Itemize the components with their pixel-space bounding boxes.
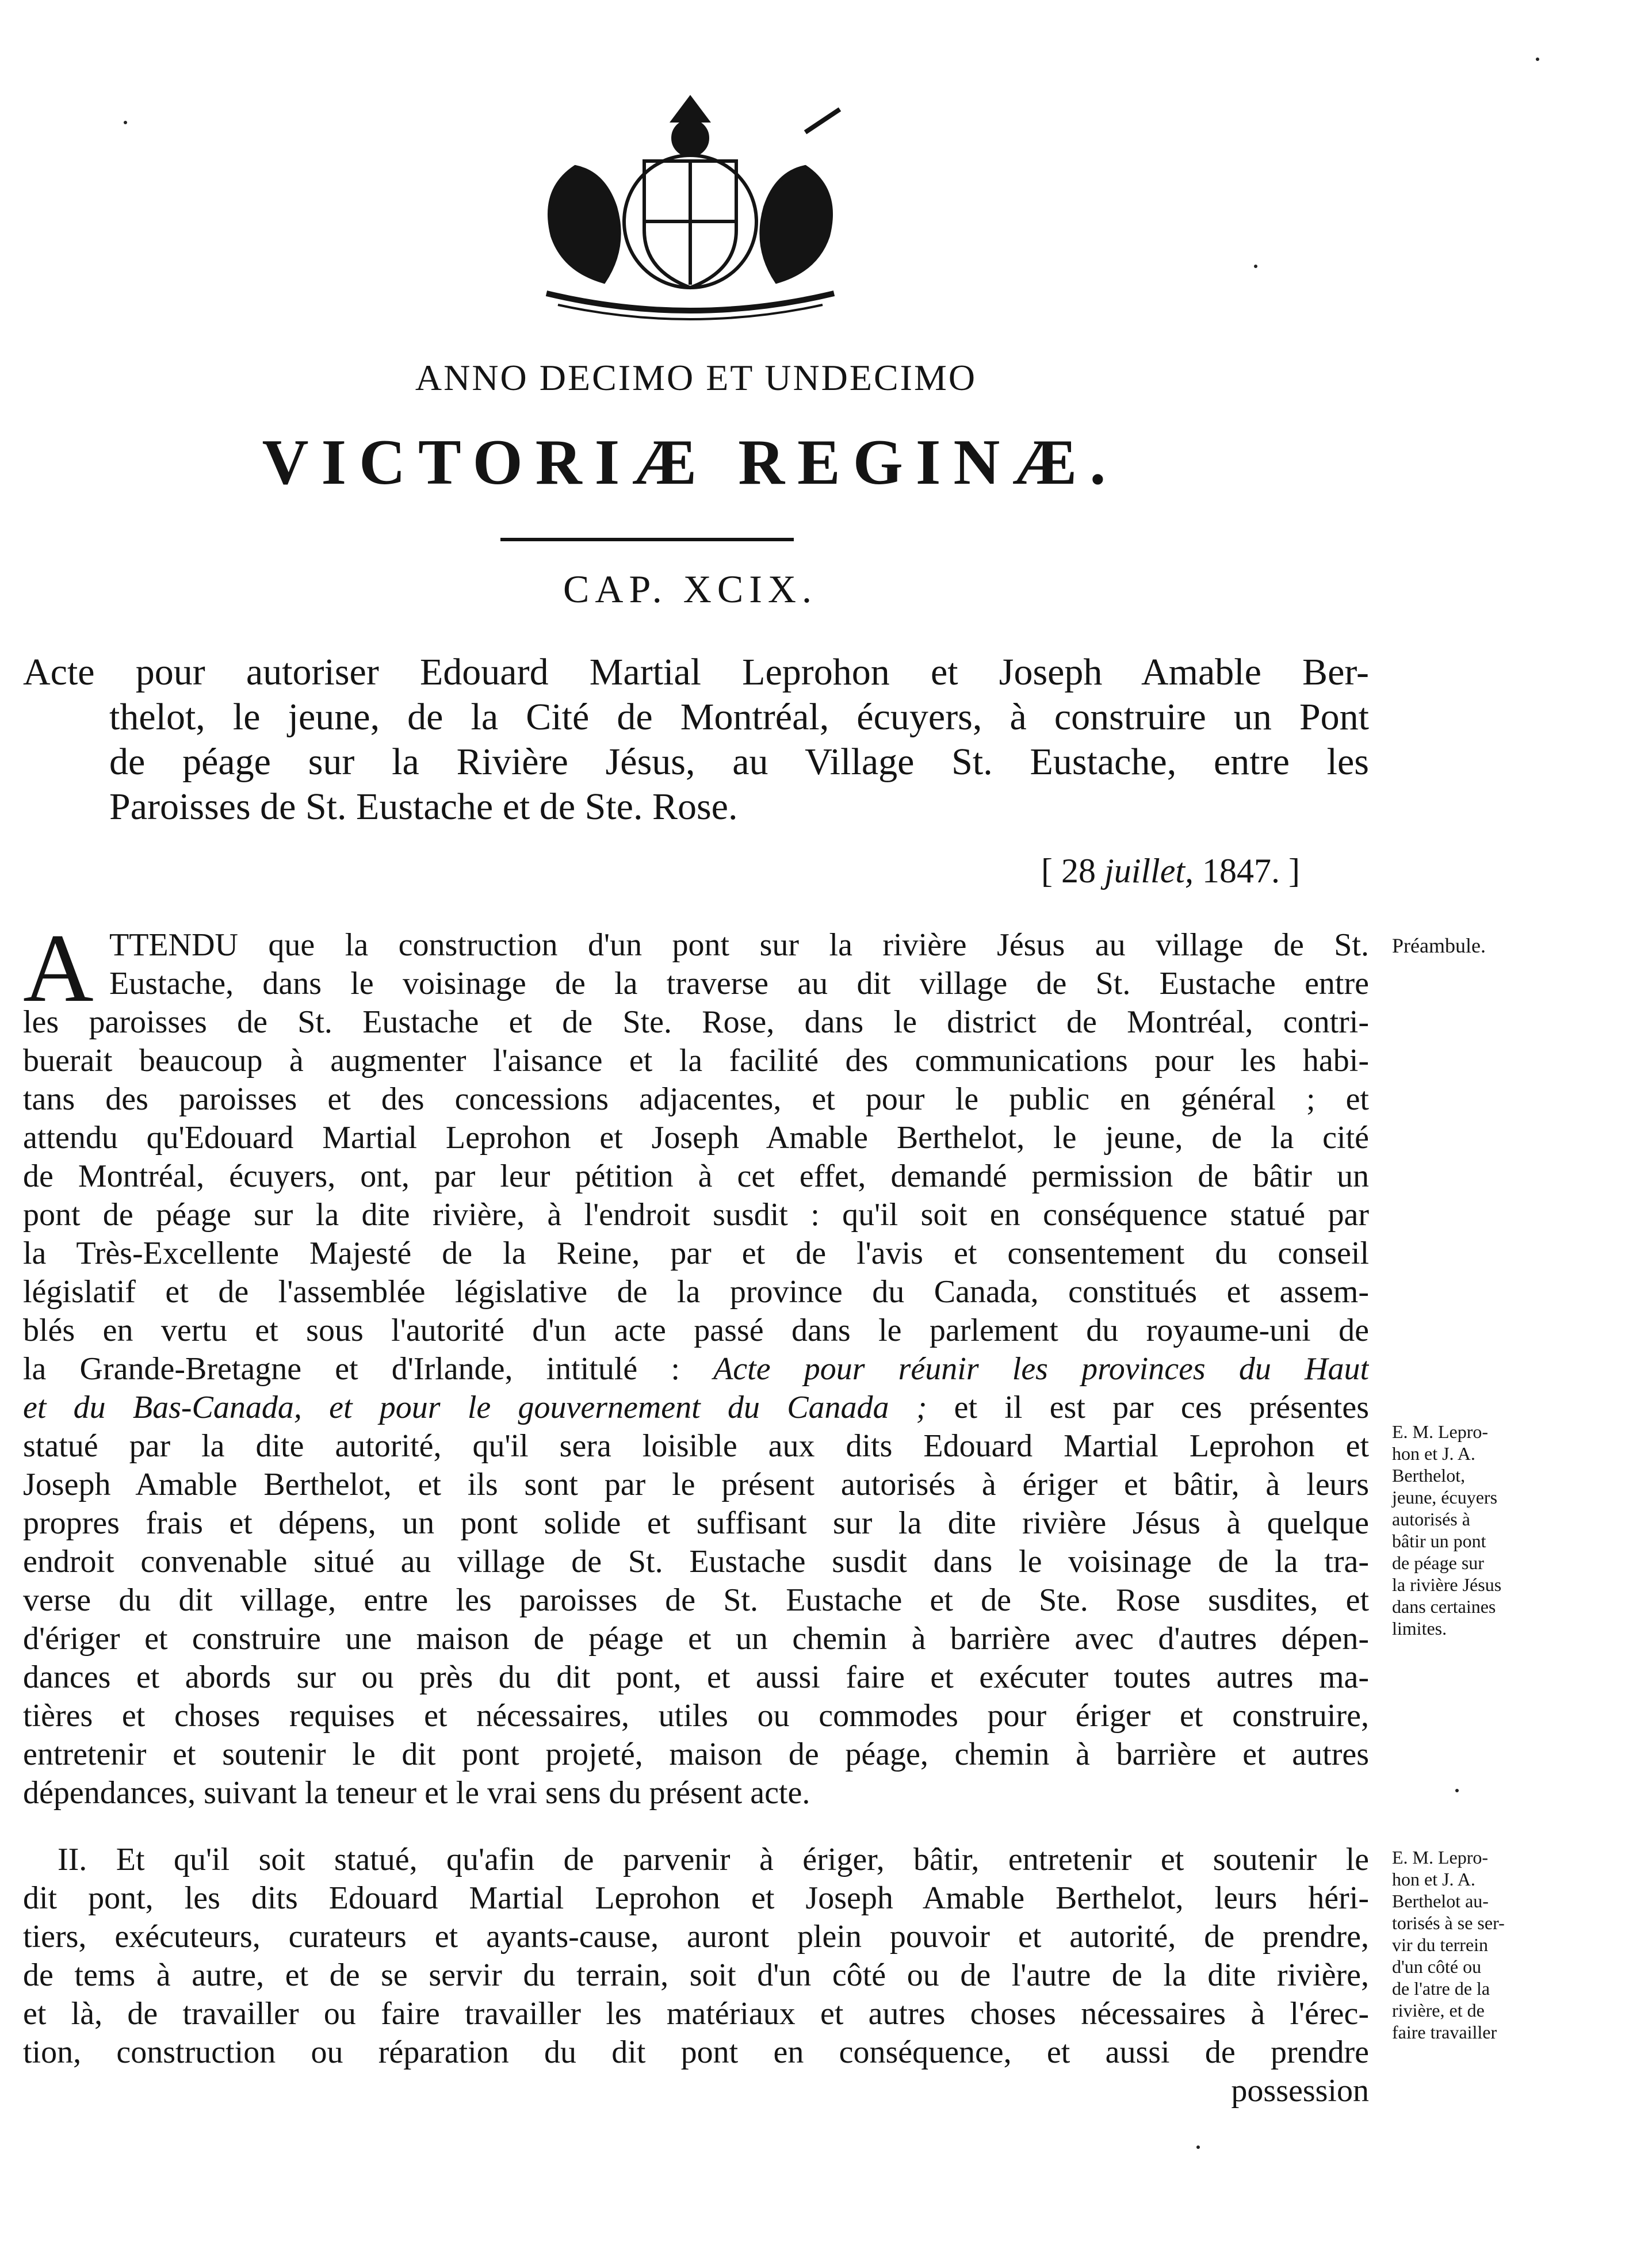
text-line: d'ériger et construire une maison de péage et un chemin à barrière avec d'autres dépen-: [23, 1621, 1369, 1657]
note-line: de l'atre de la: [1392, 1978, 1490, 1999]
note-line: bâtir un pont: [1392, 1531, 1486, 1551]
paper-speck: [124, 121, 127, 124]
note-line: Préambule.: [1392, 934, 1486, 957]
note-line: hon et J. A.: [1392, 1443, 1475, 1464]
text-line: et là, de travailler ou faire travailler les matériaux et autres choses nécessaires à l'érec-: [23, 1996, 1369, 2032]
date-month: juillet,: [1104, 852, 1194, 890]
text-line: buerait beaucoup à augmenter l'aisance et la facilité des communications pour les habi-: [23, 1043, 1369, 1078]
preamble-section: [23, 914, 1369, 1812]
title-line: Paroisses de St. Eustache et de Ste. Rose.: [109, 786, 738, 828]
note-line: rivière, et de: [1392, 2000, 1485, 2021]
paper-speck: [1196, 2145, 1200, 2149]
note-line: dans certaines: [1392, 1596, 1496, 1617]
title-line: thelot, le jeune, de la Cité de Montréal, écuyers, à construire un Pont: [109, 696, 1369, 738]
note-line: Berthelot,: [1392, 1465, 1466, 1486]
note-line: hon et J. A.: [1392, 1869, 1475, 1890]
note-line: vir du terrein: [1392, 1934, 1489, 1955]
note-line: jeune, écuyers: [1392, 1487, 1498, 1508]
text-line: statué par la dite autorité, qu'il sera loisible aux dits Edouard Martial Leprohon et: [23, 1428, 1369, 1464]
note-line: E. M. Lepro-: [1392, 1847, 1489, 1868]
text-line: [23, 1350, 1369, 1389]
date-open: [ 28: [1041, 852, 1096, 890]
line-text: et il est par ces présentes: [927, 1390, 1369, 1425]
title-line: Acte pour autoriser Edouard Martial Leprohon et Joseph Amable Ber-: [23, 651, 1369, 693]
text-line: propres frais et dépens, un pont solide et suffisant sur la dite rivière Jésus à quelque: [23, 1505, 1369, 1541]
note-line: faire travailler: [1392, 2022, 1497, 2043]
act-title: [23, 650, 1369, 829]
paper-speck: [1536, 58, 1539, 61]
marginal-note-land-use: [1392, 1846, 1565, 2043]
sovereign-heading: VICTORIÆ REGINÆ.: [262, 427, 1119, 498]
text-line: TTENDU que la construction d'un pont sur la rivière Jésus au village de St.: [109, 927, 1369, 963]
note-line: d'un côté ou: [1392, 1956, 1482, 1977]
text-line: dit pont, les dits Edouard Martial Leprohon et Joseph Amable Berthelot, leurs héri-: [23, 1880, 1369, 1916]
act-citation: Acte pour réunir les provinces du Haut: [713, 1351, 1369, 1387]
text-line: endroit convenable situé au village de St. Eustache susdit dans le voisinage de la tra-: [23, 1544, 1369, 1579]
date-close: 1847. ]: [1202, 852, 1300, 890]
text-line: la Très-Excellente Majesté de la Reine, par et de l'avis et consentement du conseil: [23, 1236, 1369, 1271]
assent-date: [966, 851, 1300, 891]
title-line: de péage sur la Rivière Jésus, au Village St. Eustache, entre les: [109, 741, 1369, 783]
paper-speck: [1254, 265, 1257, 268]
text-line: tion, construction ou réparation du dit pont en conséquence, et aussi de prendre: [23, 2034, 1369, 2070]
text-line: entretenir et soutenir le dit pont projeté, maison de péage, chemin à barrière et autres: [23, 1737, 1369, 1772]
text-line: tiers, exécuteurs, curateurs et ayants-cause, auront plein pouvoir et autorité, de prendre,: [23, 1919, 1369, 1955]
line-text: la Grande-Bretagne et d'Irlande, intitulé :: [23, 1351, 714, 1387]
marginal-note-authorization: [1392, 1421, 1565, 1639]
note-line: E. M. Lepro-: [1392, 1421, 1489, 1442]
text-line: attendu qu'Edouard Martial Leprohon et Joseph Amable Berthelot, le jeune, de la cité: [23, 1120, 1369, 1156]
royal-coat-of-arms-icon: [506, 86, 874, 328]
catchword: possession: [1231, 2073, 1369, 2109]
section-two: [23, 1841, 1369, 2110]
text-line: dances et abords sur ou près du dit pont, et aussi faire et exécuter toutes autres ma-: [23, 1659, 1369, 1695]
text-line: Joseph Amable Berthelot, et ils sont par le présent autorisés à ériger et bâtir, à leurs: [23, 1467, 1369, 1502]
note-line: torisés à se ser-: [1392, 1913, 1505, 1933]
text-line: II. Et qu'il soit statué, qu'afin de parvenir à ériger, bâtir, entretenir et soutenir le: [58, 1842, 1369, 1877]
drop-cap: A: [23, 914, 94, 1022]
chapter-number: CAP. XCIX.: [563, 567, 817, 611]
note-line: autorisés à: [1392, 1509, 1470, 1529]
text-line: de Montréal, écuyers, ont, par leur pétition à cet effet, demandé permission de bâtir un: [23, 1158, 1369, 1194]
text-line: les paroisses de St. Eustache et de Ste. Rose, dans le district de Montréal, contri-: [23, 1004, 1369, 1040]
note-line: Berthelot au-: [1392, 1891, 1489, 1911]
note-line: de péage sur: [1392, 1552, 1484, 1573]
text-line: tières et choses requises et nécessaires, utiles ou commodes pour ériger et construire,: [23, 1698, 1369, 1734]
note-line: limites.: [1392, 1618, 1447, 1639]
note-line: la rivière Jésus: [1392, 1574, 1502, 1595]
marginal-note-preamble: [1392, 935, 1565, 957]
text-line: tans des paroisses et des concessions adjacentes, et pour le public en général ; et: [23, 1081, 1369, 1117]
text-line: législatif et de l'assemblée législative de la province du Canada, constitués et assem-: [23, 1274, 1369, 1310]
text-line: de tems à autre, et de se servir du terrain, soit d'un côté ou de l'autre de la dite rivière,: [23, 1957, 1369, 1993]
heading-rule: [500, 538, 794, 541]
regnal-year-heading: ANNO DECIMO ET UNDECIMO: [415, 357, 977, 398]
text-line: dépendances, suivant la teneur et le vrai sens du présent acte.: [23, 1775, 810, 1811]
text-line: Eustache, dans le voisinage de la traverse au dit village de St. Eustache entre: [109, 966, 1369, 1001]
text-line: pont de péage sur la dite rivière, à l'endroit susdit : qu'il soit en conséquence statué par: [23, 1197, 1369, 1233]
text-line: verse du dit village, entre les paroisses de St. Eustache et de Ste. Rose susdites, et: [23, 1582, 1369, 1618]
text-line: blés en vertu et sous l'autorité d'un acte passé dans le parlement du royaume-uni de: [23, 1313, 1369, 1348]
paper-speck: [1455, 1789, 1459, 1792]
act-citation: et du Bas-Canada, et pour le gouvernement du Canada ;: [23, 1390, 927, 1425]
text-line: [23, 1389, 1369, 1427]
